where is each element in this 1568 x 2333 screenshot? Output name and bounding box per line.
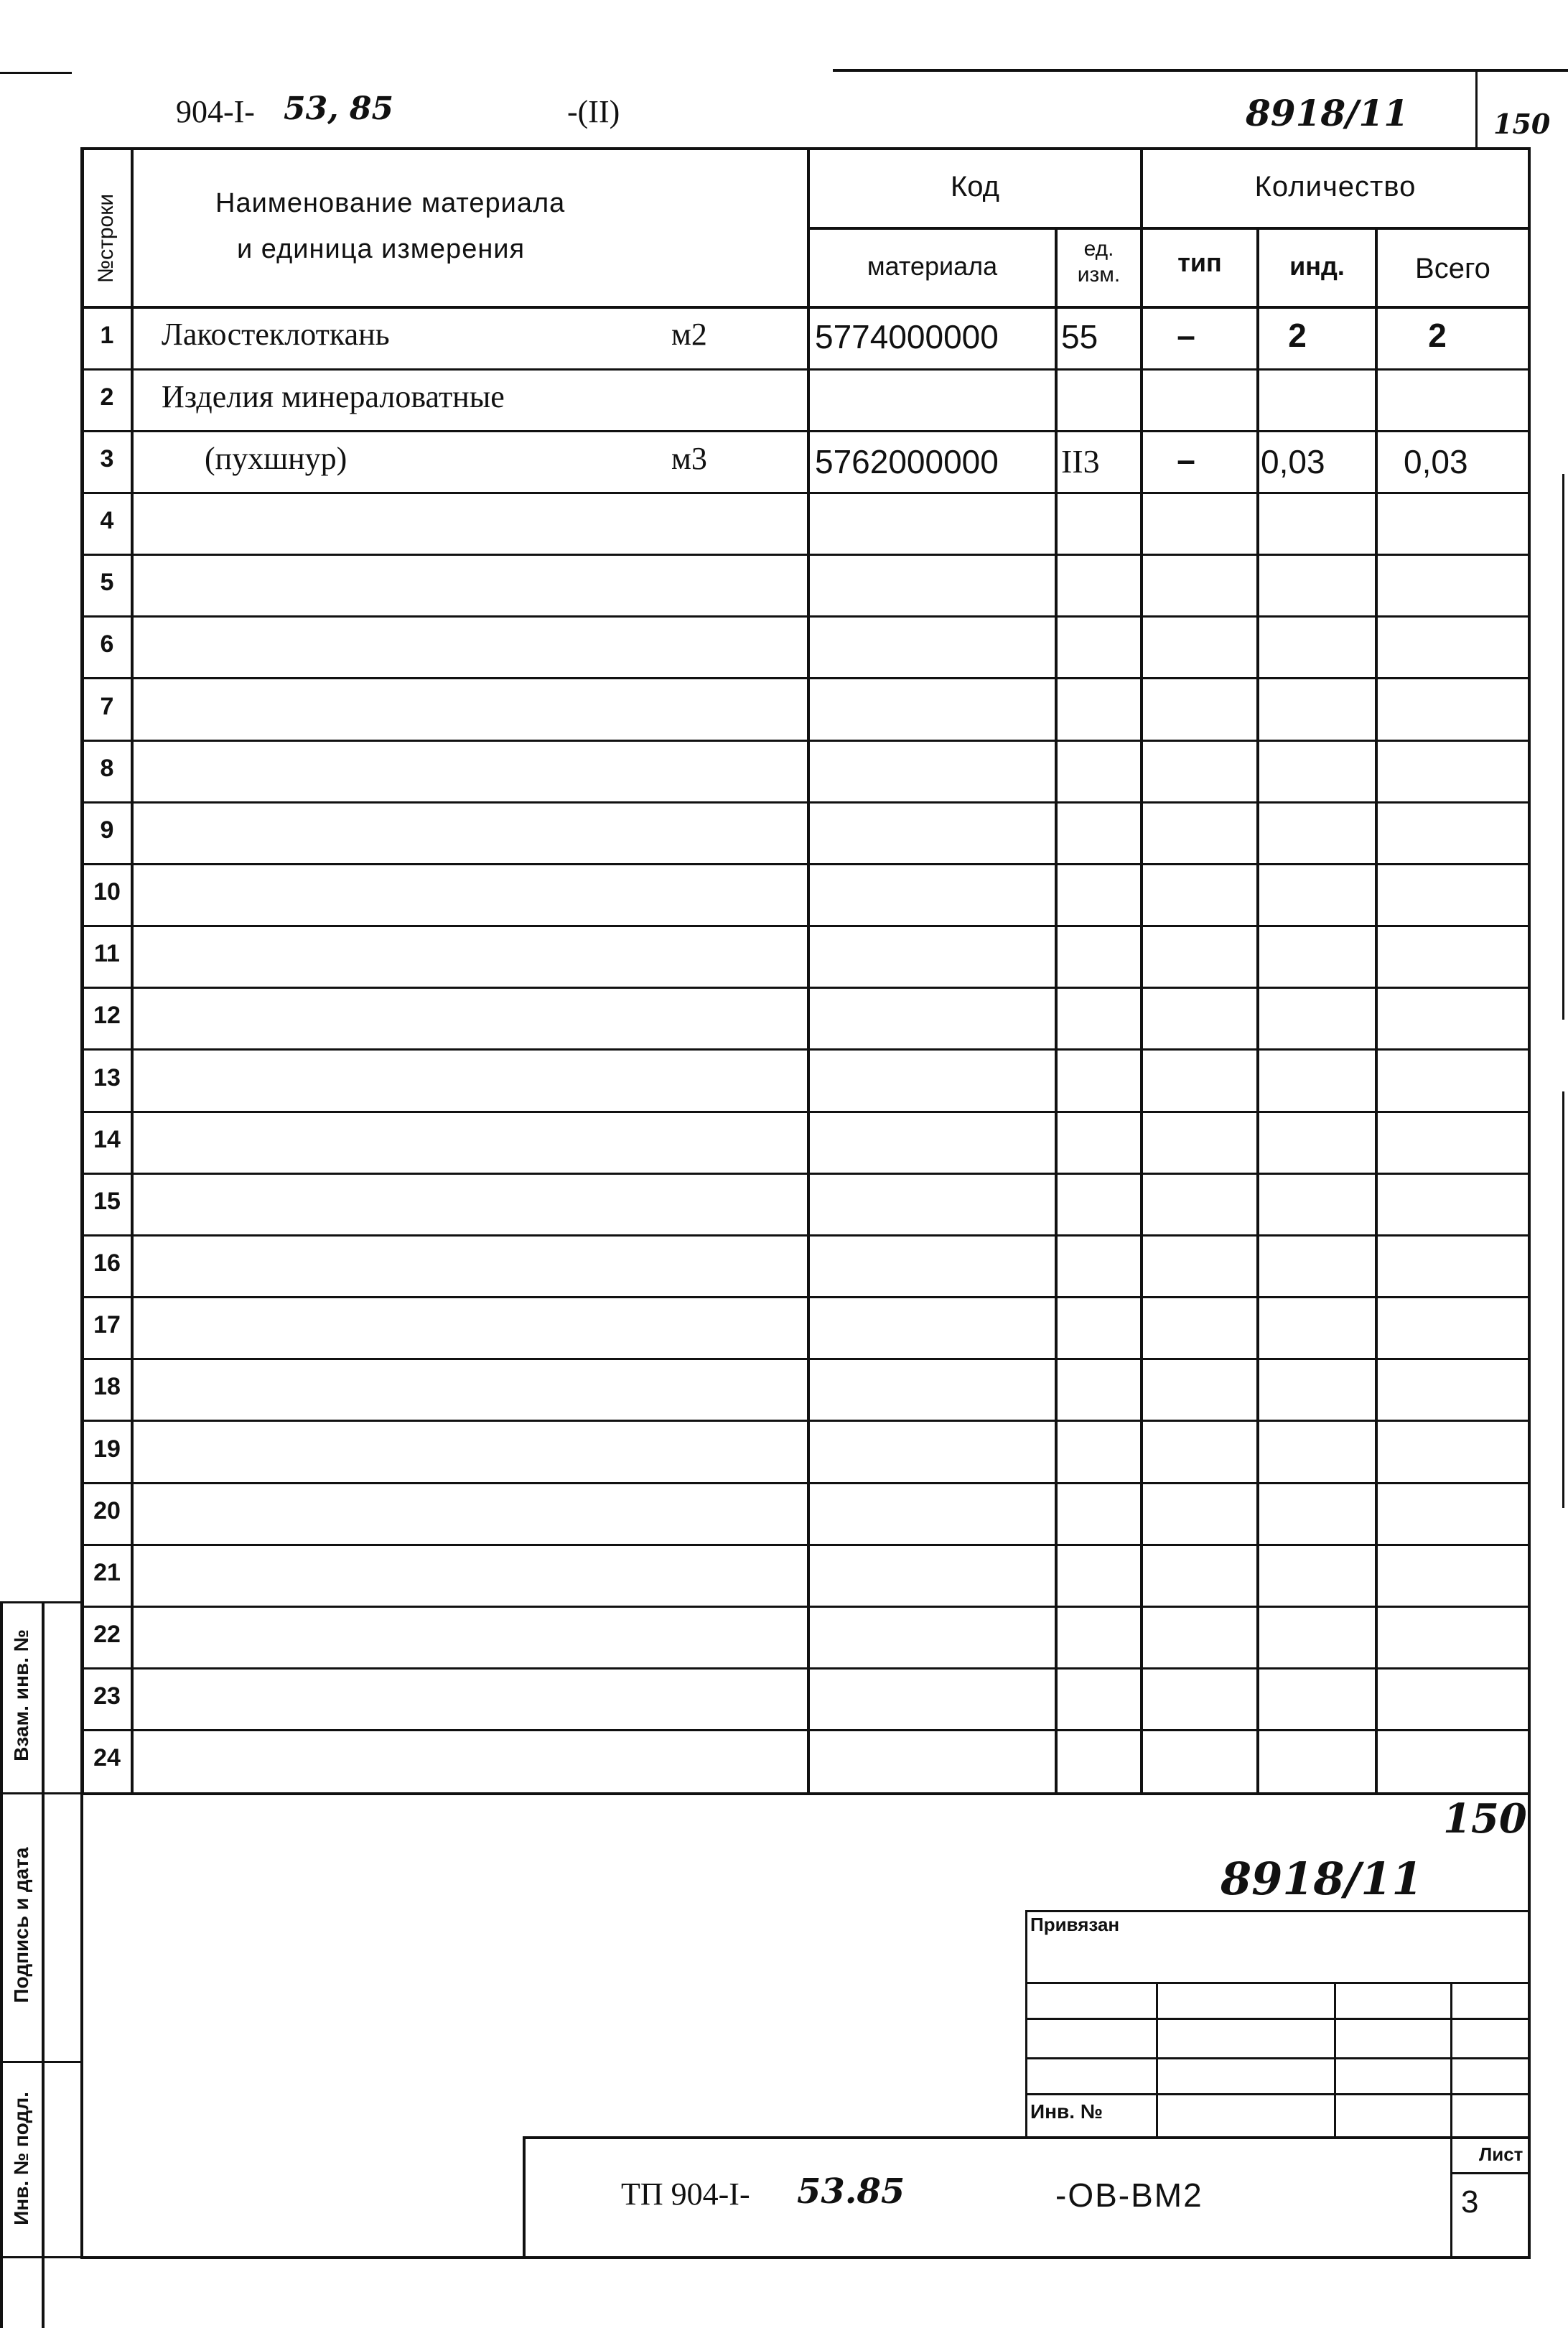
- row-number: 19: [93, 1435, 121, 1463]
- row-line: [80, 677, 1531, 679]
- column-header-unit-code-1: ед.: [1083, 237, 1114, 261]
- archive-number: 8918/11: [1246, 92, 1409, 134]
- row-line: [80, 1420, 1531, 1422]
- column-header-unit-code-2: изм.: [1077, 263, 1121, 287]
- footer-line: [1025, 1982, 1528, 1984]
- footer-line: [1025, 1910, 1528, 1912]
- row-line: [80, 863, 1531, 865]
- row-number: 13: [93, 1064, 121, 1091]
- row-line: [80, 1729, 1531, 1731]
- row-line: [80, 368, 1531, 371]
- row-line: [80, 1048, 1531, 1051]
- footer-line: [523, 2136, 526, 2258]
- row-line: [80, 1358, 1531, 1360]
- row-line: [80, 554, 1531, 556]
- column-header-ind: инд.: [1289, 251, 1345, 281]
- project-code-prefix: 904-I-: [176, 94, 255, 129]
- stamp-podpis-data: Подпись и дата: [10, 1847, 32, 2003]
- doc-code-handwritten: 53.85: [797, 2171, 905, 2212]
- row-number: 11: [94, 940, 120, 967]
- footer-line: [1528, 1792, 1531, 2259]
- quantity-ind: 2: [1288, 317, 1307, 354]
- quantity-total: 2: [1428, 317, 1447, 354]
- row-line: [80, 740, 1531, 742]
- row-line: [80, 1606, 1531, 1608]
- row-number: 3: [100, 445, 114, 472]
- row-number: 23: [93, 1682, 121, 1710]
- row-line: [80, 1173, 1531, 1175]
- row-line: [80, 925, 1531, 927]
- row-number: 24: [93, 1744, 121, 1771]
- row-number: 1: [100, 322, 114, 349]
- material-unit: м3: [671, 441, 707, 476]
- table-line: [1140, 147, 1143, 1795]
- footer-line: [1156, 1982, 1158, 2136]
- material-unit: м2: [671, 317, 707, 352]
- quantity-total: 0,03: [1404, 443, 1468, 480]
- column-header-name: Наименование материала: [215, 188, 566, 218]
- stamp-vzam-inv: Взам. инв. №: [10, 1629, 32, 1761]
- scan-edge-mark: [1562, 474, 1564, 1020]
- footer-line: [80, 1792, 83, 2259]
- footer-line: [1450, 2172, 1528, 2174]
- row-number: 10: [93, 878, 121, 905]
- footer-line: [1025, 2018, 1528, 2020]
- scan-edge-mark: [1562, 1091, 1564, 1508]
- footer-page-number: 150: [1443, 1795, 1527, 1843]
- footer-archive-number: 8918/11: [1221, 1853, 1423, 1905]
- row-number: 18: [93, 1373, 121, 1400]
- quantity-type: –: [1177, 441, 1195, 478]
- row-line: [80, 615, 1531, 618]
- row-line: [80, 987, 1531, 989]
- footer-line: [1025, 2093, 1528, 2095]
- material-code: 5774000000: [815, 318, 999, 355]
- material-code: 5762000000: [815, 443, 999, 480]
- column-header-total: Всего: [1415, 253, 1490, 284]
- row-line: [80, 492, 1531, 494]
- table-line: [1528, 147, 1531, 1795]
- row-number: 8: [100, 755, 114, 782]
- footer-line: [80, 2256, 1531, 2259]
- stamp-line: [42, 1601, 45, 2328]
- privyazan-label: Привязан: [1030, 1914, 1120, 1935]
- column-group-code: Код: [950, 171, 999, 202]
- footer-line: [1450, 1982, 1452, 2256]
- inv-no-label: Инв. №: [1030, 2100, 1103, 2123]
- footer-line: [1025, 1910, 1027, 2138]
- table-line: [1055, 228, 1058, 1795]
- row-number: 5: [100, 569, 114, 596]
- column-group-quantity: Количество: [1254, 171, 1417, 202]
- column-header-name-unit: и единица измерения: [237, 234, 526, 264]
- material-name: Лакостеклоткань: [162, 317, 390, 352]
- column-header-type: тип: [1177, 248, 1222, 277]
- sheet-number: 3: [1461, 2184, 1479, 2220]
- row-line: [80, 801, 1531, 804]
- doc-code-prefix: ТП 904-I-: [621, 2176, 750, 2212]
- quantity-ind: 0,03: [1261, 443, 1325, 480]
- row-line: [80, 1234, 1531, 1237]
- sheet-label: Лист: [1479, 2143, 1523, 2165]
- row-number: 16: [93, 1249, 121, 1277]
- row-line: [80, 1667, 1531, 1670]
- table-line: [80, 1792, 1531, 1795]
- project-code-handwritten: 53, 85: [284, 90, 394, 127]
- row-line: [80, 430, 1531, 432]
- page-number: 150: [1493, 108, 1551, 140]
- stamp-line: [0, 1601, 3, 2328]
- table-line: [807, 227, 1531, 230]
- footer-line: [1025, 2057, 1528, 2059]
- row-number: 2: [100, 383, 114, 411]
- footer-line: [1334, 1982, 1336, 2136]
- row-number: 14: [93, 1126, 121, 1153]
- row-number: 6: [100, 630, 114, 658]
- row-number: 7: [100, 693, 114, 720]
- row-line: [80, 1111, 1531, 1113]
- row-number: 17: [93, 1311, 121, 1338]
- table-line: [80, 147, 1531, 150]
- row-line: [80, 1296, 1531, 1298]
- doc-code-suffix: -ОВ-ВМ2: [1055, 2176, 1203, 2214]
- unit-code: II3: [1061, 443, 1100, 480]
- row-number: 9: [100, 816, 114, 844]
- row-number: 4: [100, 507, 114, 534]
- table-line: [807, 147, 810, 1795]
- row-number: 20: [93, 1497, 121, 1524]
- row-line: [80, 1482, 1531, 1484]
- column-header-material: материала: [867, 251, 998, 281]
- stamp-line: [0, 2256, 83, 2258]
- project-code-suffix: -(II): [567, 94, 620, 129]
- table-line: [1375, 228, 1378, 1795]
- row-number: 12: [93, 1002, 121, 1029]
- quantity-type: –: [1177, 317, 1195, 354]
- table-line: [80, 306, 1531, 309]
- material-name: (пухшнур): [205, 441, 347, 476]
- table-line: [1256, 228, 1259, 1795]
- unit-code: 55: [1061, 318, 1098, 355]
- column-header-row-number: №строки: [94, 193, 118, 284]
- row-number: 21: [93, 1559, 121, 1586]
- row-number: 22: [93, 1621, 121, 1648]
- row-number: 15: [93, 1188, 121, 1215]
- stamp-inv-podl: Инв. № подл.: [10, 2092, 32, 2225]
- row-line: [80, 1544, 1531, 1546]
- material-name: Изделия минераловатные: [162, 379, 505, 414]
